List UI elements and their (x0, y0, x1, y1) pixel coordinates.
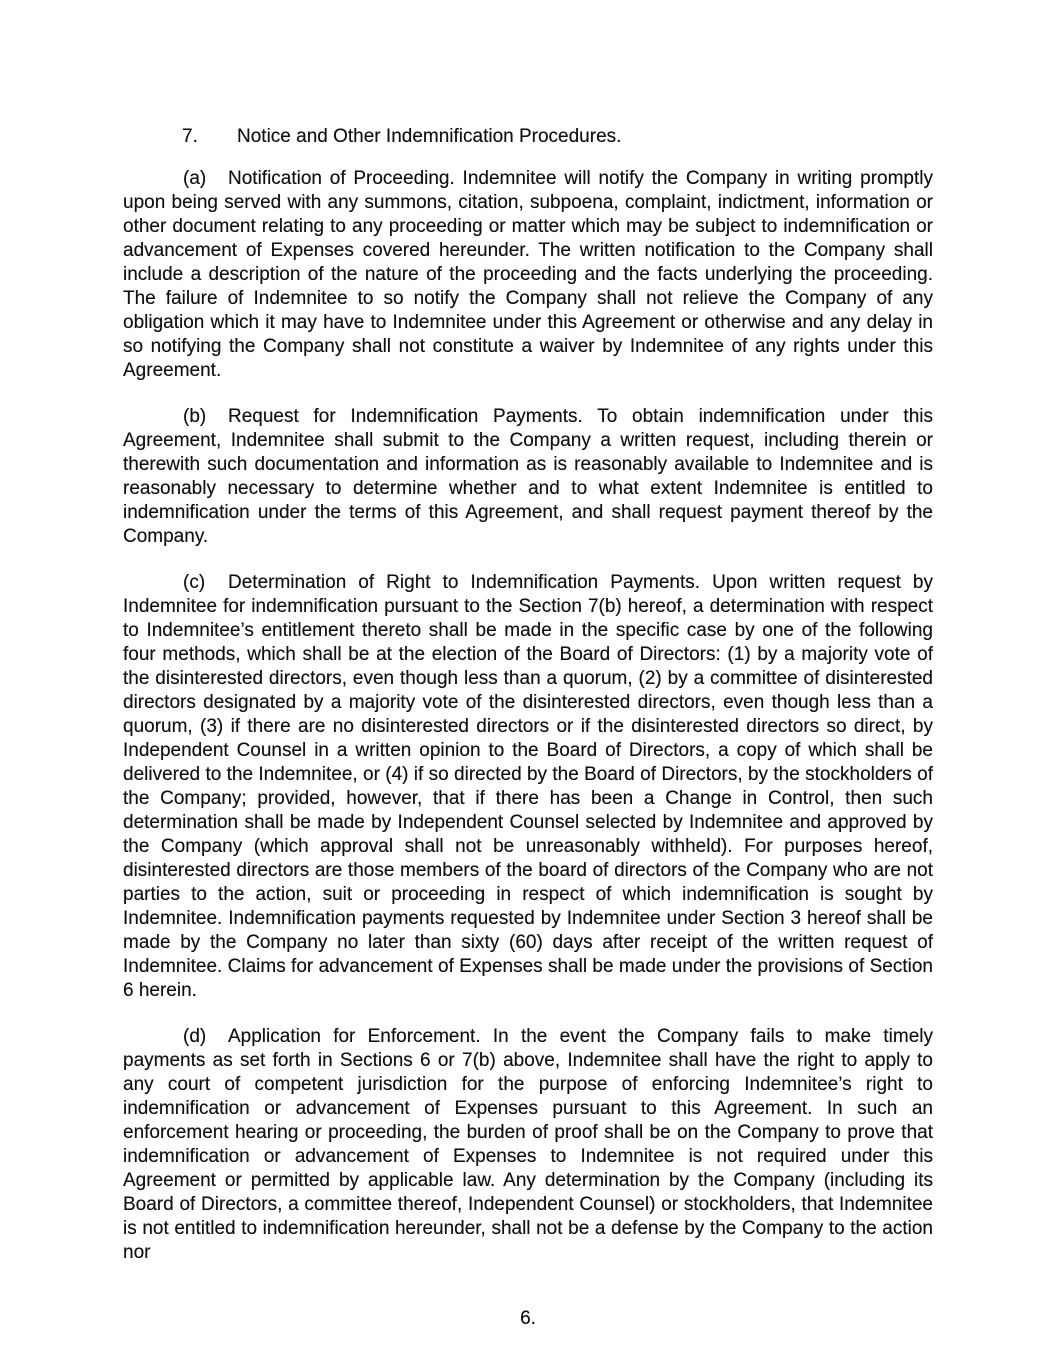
paragraph-c (123, 571, 933, 1003)
section-heading (123, 125, 933, 149)
paragraph-b (123, 405, 933, 549)
section-title: Notice and Other Indemnification Procedures. (237, 126, 622, 147)
paragraph-b-label: (b) (183, 406, 207, 427)
paragraph-c-text: Determination of Right to Indemnification Payments. Upon written request by Indemnitee for indemnification pursuant to the Section 7(b) hereof, a determination with respect to Indemnitee’s entitlement thereto shall be made in the specific case by one of the following four methods, which shall be at the election of the Board of Directors: (1) by a majority vote of the disinterested directors, even though less than a quorum, (2) by a committee of disinterested directors designated by a majority vote of the disinterested directors, even though less than a quorum, (3) if there are no disinterested directors or if the disinterested directors so direct, by Independent Counsel in a written opinion to the Board of Directors, a copy of which shall be delivered to the Indemnitee, or (4) if so directed by the Board of Directors, by the stockholders of the Company; provided, however, that if there has been a Change in Control, then such determination shall be made by Independent Counsel selected by Indemnitee and approved by the Company (which approval shall not be unreasonably withheld). For purposes hereof, disinterested directors are those members of the board of directors of the Company who are not parties to the action, suit or proceeding in respect of which indemnification is sought by Indemnitee. Indemnification payments requested by Indemnitee under Section 3 hereof shall be made by the Company no later than sixty (60) days after receipt of the written request of Indemnitee. Claims for advancement of Expenses shall be made under the provisions of Section 6 herein. (123, 572, 933, 1001)
page-number: 6. (520, 1308, 536, 1329)
paragraph-b-text: Request for Indemnification Payments. To obtain indemnification under this Agreement, Indemnitee shall submit to the Company a written request, including therein or therewith such documentation and information as is reasonably available to Indemnitee and is reasonably necessary to determine whether and to what extent Indemnitee is entitled to indemnification under the terms of this Agreement, and shall request payment thereof by the Company. (123, 406, 933, 547)
paragraph-a-label: (a) (183, 168, 207, 189)
paragraph-a (123, 167, 933, 383)
section-number: 7. (182, 126, 198, 147)
paragraph-d (123, 1025, 933, 1265)
document-body (123, 125, 933, 1331)
paragraph-c-label: (c) (183, 572, 206, 593)
paragraph-d-label: (d) (183, 1026, 207, 1047)
paragraph-a-text: Notification of Proceeding. Indemnitee will notify the Company in writing promptly upon being served with any summons, citation, subpoena, complaint, indictment, information or other document relating to any proceeding or matter which may be subject to indemnification or advancement of Expenses covered hereunder. The written notification to the Company shall include a description of the nature of the proceeding and the facts underlying the proceeding. The failure of Indemnitee to so notify the Company shall not relieve the Company of any obligation which it may have to Indemnitee under this Agreement or otherwise and any delay in so notifying the Company shall not constitute a waiver by Indemnitee of any rights under this Agreement. (123, 168, 933, 381)
paragraph-d-text: Application for Enforcement. In the event the Company fails to make timely payments as set forth in Sections 6 or 7(b) above, Indemnitee shall have the right to apply to any court of competent jurisdiction for the purpose of enforcing Indemnitee’s right to indemnification or advancement of Expenses pursuant to this Agreement. In such an enforcement hearing or proceeding, the burden of proof shall be on the Company to prove that indemnification or advancement of Expenses to Indemnitee is not required under this Agreement or permitted by applicable law. Any determination by the Company (including its Board of Directors, a committee thereof, Independent Counsel) or stockholders, that Indemnitee is not entitled to indemnification hereunder, shall not be a defense by the Company to the action nor (123, 1026, 933, 1263)
